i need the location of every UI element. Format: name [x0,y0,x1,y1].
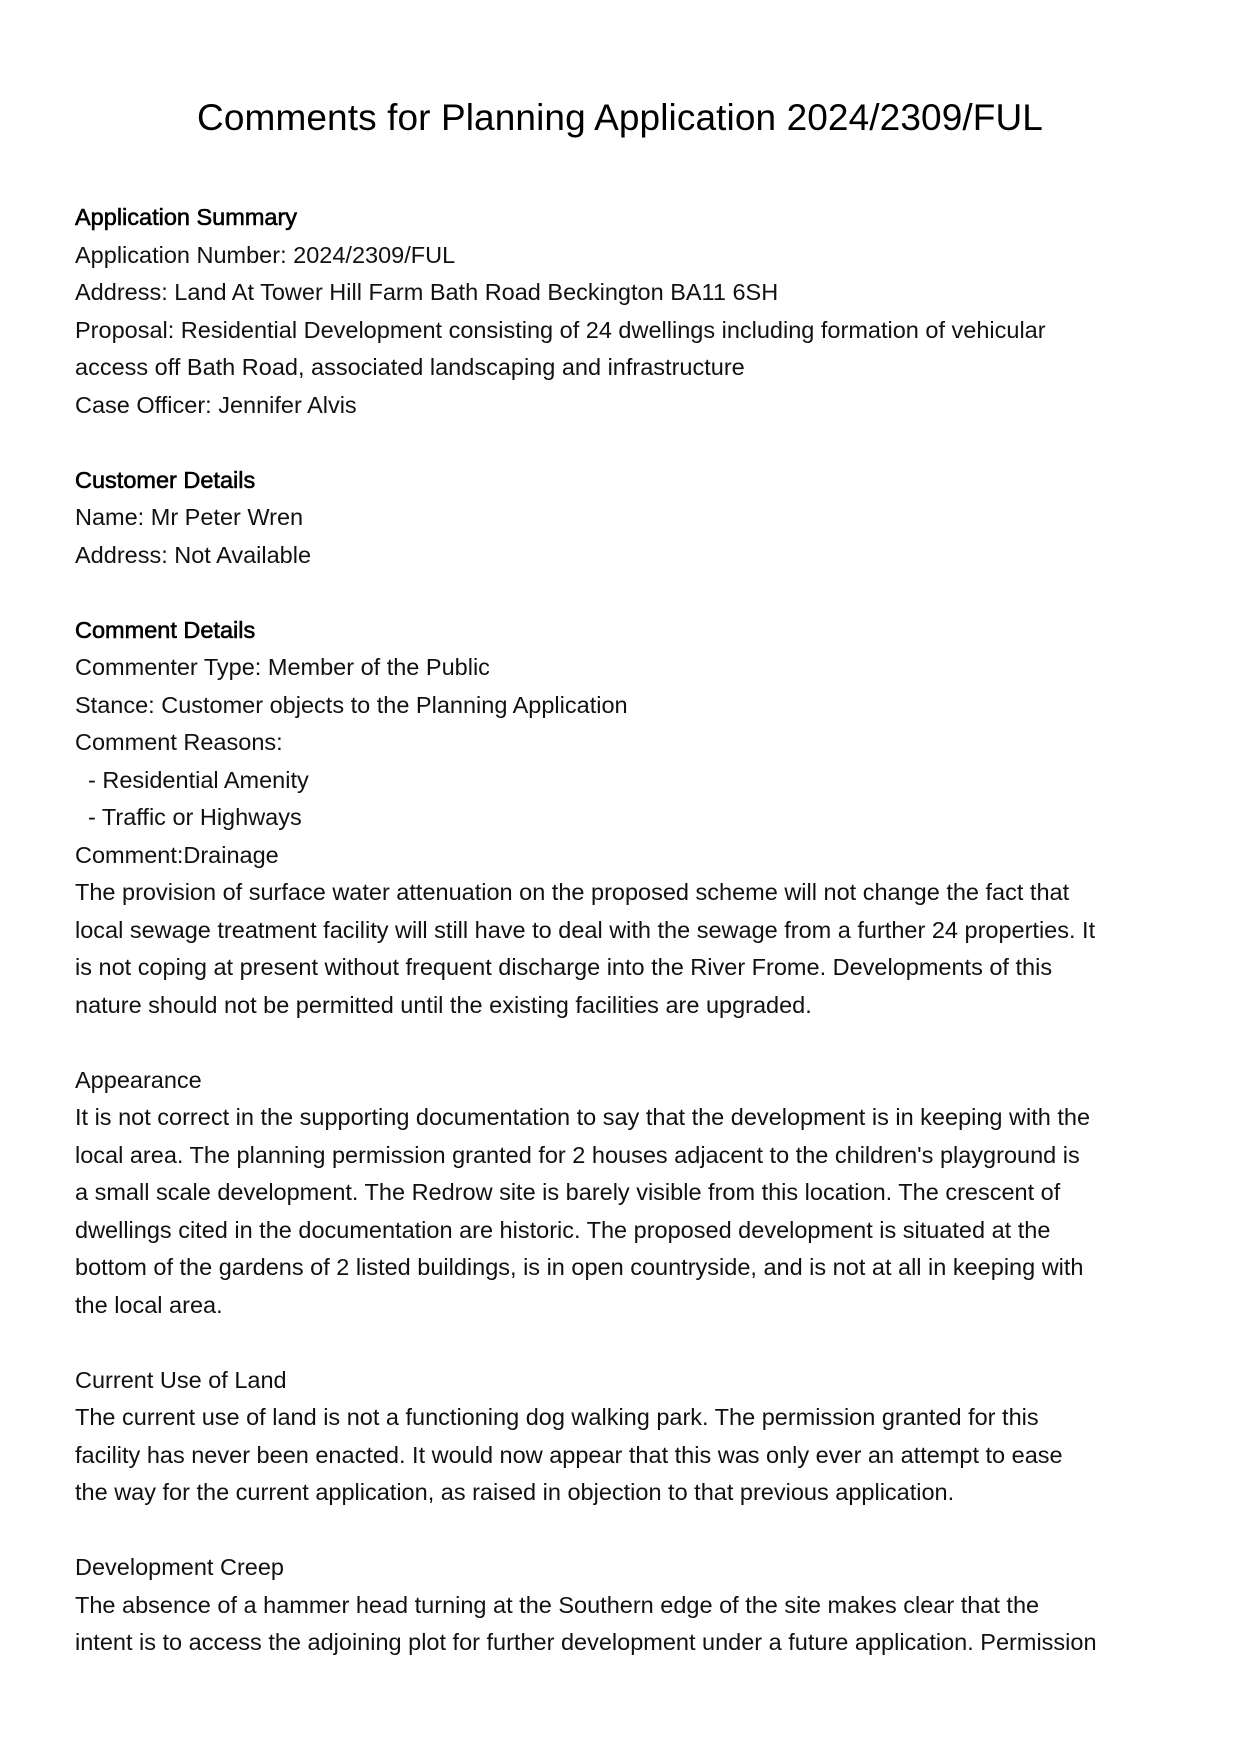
paragraph-spacer [75,1324,1170,1362]
section-spacer [75,574,1170,612]
paragraph-line: The current use of land is not a functioning dog walking park. The permission granted for this [75,1404,1039,1430]
customer-name: Name: Mr Peter Wren [75,504,304,530]
comment-reason-item: - Traffic or Highways [88,804,302,830]
development-creep-heading: Development Creep [75,1554,284,1580]
document-body [75,199,1170,1662]
comment-details-heading: Comment Details [75,616,256,643]
development-creep-paragraph [75,1587,1170,1662]
proposal-line-2: access off Bath Road, associated landscaping and infrastructure [75,354,745,380]
customer-details-heading: Customer Details [75,466,256,493]
customer-details-section [75,462,1170,575]
paragraph-line: nature should not be permitted until the existing facilities are upgraded. [75,991,812,1018]
paragraph-line: a small scale development. The Redrow site is barely visible from this location. The crescent of [75,1179,1061,1205]
appearance-paragraph [75,1099,1170,1324]
paragraph-line: It is not correct in the supporting documentation to say that the development is in keeping with the [75,1104,1091,1130]
paragraph-line: the way for the current application, as raised in objection to that previous application. [75,1479,955,1505]
paragraph-line: facility has never been enacted. It would now appear that this was only ever an attempt to ease [75,1441,1063,1468]
appearance-heading: Appearance [75,1066,202,1093]
drainage-paragraph [75,874,1170,1024]
case-officer: Case Officer: Jennifer Alvis [75,391,357,418]
paragraph-line: dwellings cited in the documentation are historic. The proposed development is situated at the [75,1216,1051,1243]
application-summary-heading: Application Summary [75,204,298,230]
page-title: Comments for Planning Application 2024/2309/FUL [197,97,1043,138]
paragraph-line: local area. The planning permission granted for 2 houses adjacent to the children's playground is [75,1141,1080,1168]
paragraph-line: intent is to access the adjoining plot for further development under a future application. Permission [75,1629,1097,1655]
comment-reasons-label: Comment Reasons: [75,729,283,755]
comment-details-section [75,612,1170,1662]
current-use-paragraph [75,1399,1170,1512]
paragraph-spacer [75,1024,1170,1062]
customer-address: Address: Not Available [75,541,312,568]
application-summary-section [75,199,1170,424]
paragraph-line: The provision of surface water attenuation on the proposed scheme will not change the fact that [75,879,1070,905]
section-spacer [75,424,1170,462]
current-use-heading: Current Use of Land [75,1366,287,1393]
paragraph-line: the local area. [75,1291,223,1318]
proposal-line-1: Proposal: Residential Development consisting of 24 dwellings including formation of vehicular [75,316,1046,343]
paragraph-line: The absence of a hammer head turning at the Southern edge of the site makes clear that the [75,1591,1040,1618]
paragraph-spacer [75,1512,1170,1550]
paragraph-line: is not coping at present without frequent discharge into the River Frome. Developments of this [75,954,1053,980]
application-number: Application Number: 2024/2309/FUL [75,241,456,268]
application-address: Address: Land At Tower Hill Farm Bath Road Beckington BA11 6SH [75,279,779,305]
commenter-type: Commenter Type: Member of the Public [75,654,490,680]
comment-reason-item: - Residential Amenity [88,766,309,793]
paragraph-line: bottom of the gardens of 2 listed buildings, is in open countryside, and is not at all in keeping with [75,1254,1084,1280]
paragraph-line: local sewage treatment facility will still have to deal with the sewage from a further 24 properties. It [75,916,1096,943]
comment-label: Comment:Drainage [75,841,279,868]
stance: Stance: Customer objects to the Planning Application [75,691,628,718]
